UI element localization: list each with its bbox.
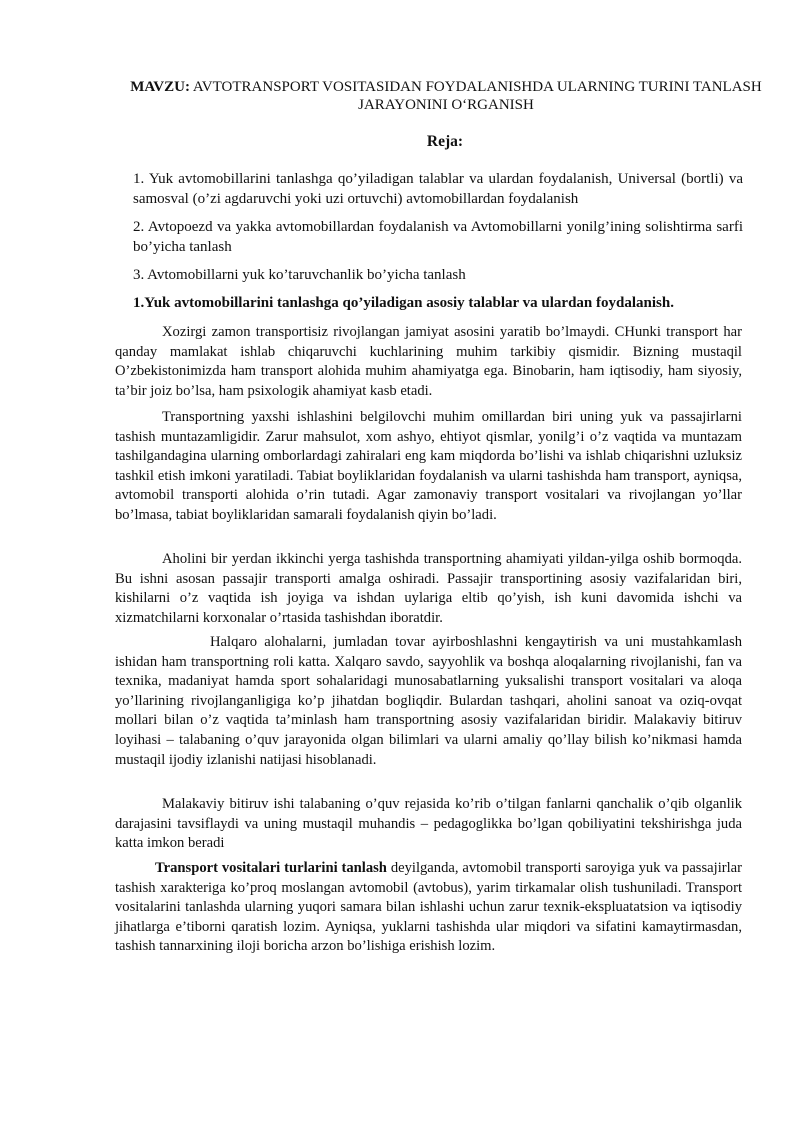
title-text: AVTOTRANSPORT VOSITASIDAN FOYDALANISHDA ULARNING TURINI TANLASH JARAYONINI O‘RGANISH bbox=[189, 79, 762, 113]
paragraph-2: Transportning yaxshi ishlashini belgilovchi muhim omillardan biri uning yuk va passajirlarni tashish muntazamligidir. Zarur mahsulot, xom ashyo, ehtiyot qismlar, yonilg’i o’z vaqtida va muntazam tashilgandagina ularning omborlardagi zahiralari eng kam miqdorda bo’lishi va ishlab chiqarishni uzluksiz tashkil etish imkoni yaratiladi. Tabiat boyliklaridan foydalanish va ularni tashishda ham transport, ayniqsa, avtomobil transporti alohida o’rin tutadi. Agar zamonaviy transport vositalari va rivojlangan yo’llar bo’lmasa, tabiat boyliklaridan samarali foydalanish qiyin bo’ladi. bbox=[115, 409, 742, 523]
plan-item-2: 2. Avtopoezd va yakka avtomobillardan foydalanish va Avtomobillarni yonilg’ining solishtirma sarfi bo’yicha tanlash bbox=[133, 219, 743, 255]
paragraph-5: Malakaviy bitiruv ishi talabaning o’quv rejasida ko’rib o’tilgan fanlarni qanchalik o’qib olganlik darajasini tavsiflaydi va uning mustaqil muhandis – pedagoglikka bo’lgan qobiliyatini tekshirishga juda katta imkon beradi bbox=[115, 796, 742, 852]
paragraph-3: Aholini bir yerdan ikkinchi yerga tashishda transportning ahamiyati yildan-yilga oshib bormoqda. Bu ishni asosan passajir transporti amalga oshiradi. Passajir transportining asosiy vazifalaridan biri, kishilarni o’z vaqtida ish joyiga va ishdan uylariga eltib qo’yish, ish kuni davomida ishchi va xizmatchilarni korxonalar o’rtasida tashishdan iboratdir. bbox=[115, 551, 742, 626]
paragraph-6-text: deyilganda, avtomobil transporti saroyiga yuk va passajirlar tashish xarakteriga ko’proq moslangan avtomobil (avtobus), yarim tirkamalar olish tushuniladi. Transport vositalarini tanlashda ularning yuqori samara bilan ishlashi uchun zarur texnik-ekspluatatsion va iqtisodiy jihatlarga e’tiborni qaratish lozim. Ayniqsa, yuklarni tashishda ular miqdori va sifatini kamaytirmasdan, tashish tannarxining iloji boricha arzon bo’lishiga erishish lozim. bbox=[115, 860, 742, 955]
section-heading: 1.Yuk avtomobillarini tanlashga qo’yiladigan asosiy talablar va ulardan foydalanish. bbox=[133, 295, 674, 311]
document-title bbox=[120, 78, 772, 114]
plan-item-3: 3. Avtomobillarni yuk ko’taruvchanlik bo’yicha tanlash bbox=[133, 267, 466, 283]
plan-item-1: 1. Yuk avtomobillarini tanlashga qo’yiladigan talablar va ulardan foydalanish, Universal (bortli) va samosval (o’zi agdaruvchi yoki uzi ortuvchi) avtomobillardan foydalanish bbox=[133, 171, 743, 207]
title-prefix: MAVZU: bbox=[130, 79, 190, 95]
paragraph-6-bold-lead: Transport vositalari turlarini tanlash bbox=[155, 860, 387, 876]
plan-heading: Reja: bbox=[426, 133, 464, 150]
paragraph-6 bbox=[115, 859, 742, 957]
paragraph-4: Halqaro alohalarni, jumladan tovar ayirboshlashni kengaytirish va uni mustahkamlash ishidan ham transportning roli katta. Xalqaro savdo, sayyohlik va boshqa aloqalarning rivojlanishi, fan va texnika, madaniyat hamda sport sohalaridagi munosabatlarning yuksalishi transport vositalari va aloqa yo’llarining rivojlanganligiga ko’p jihatdan bogliqdir. Bulardan tashqari, aholini sanoat va oziq-ovqat mollari bilan o’z vaqtida ta’minlash ham transportning asosiy vazifalaridan biridir. Malakaviy bitiruv loyihasi – talabaning o’quv jarayonida olgan bilimlari va ularni amaliy qo’llay bilish ko’nikmasi hamda mustaqil ijodiy izlanishi natijasi hisoblanadi. bbox=[115, 634, 742, 768]
paragraph-1: Xozirgi zamon transportisiz rivojlangan jamiyat asosini yaratib bo’lmaydi. CHunki transport har qanday mamlakat ishlab chiqaruvchi kuchlarining muhim tarkibiy qismidir. Bizning mustaqil O’zbekistonimizda ham transport alohida muhim ahamiyatga ega. Binobarin, ham iqtisodiy, ham siyosiy, ta’bir joiz bo’lsa, ham psixologik ahamiyat kasb etadi. bbox=[115, 324, 742, 399]
